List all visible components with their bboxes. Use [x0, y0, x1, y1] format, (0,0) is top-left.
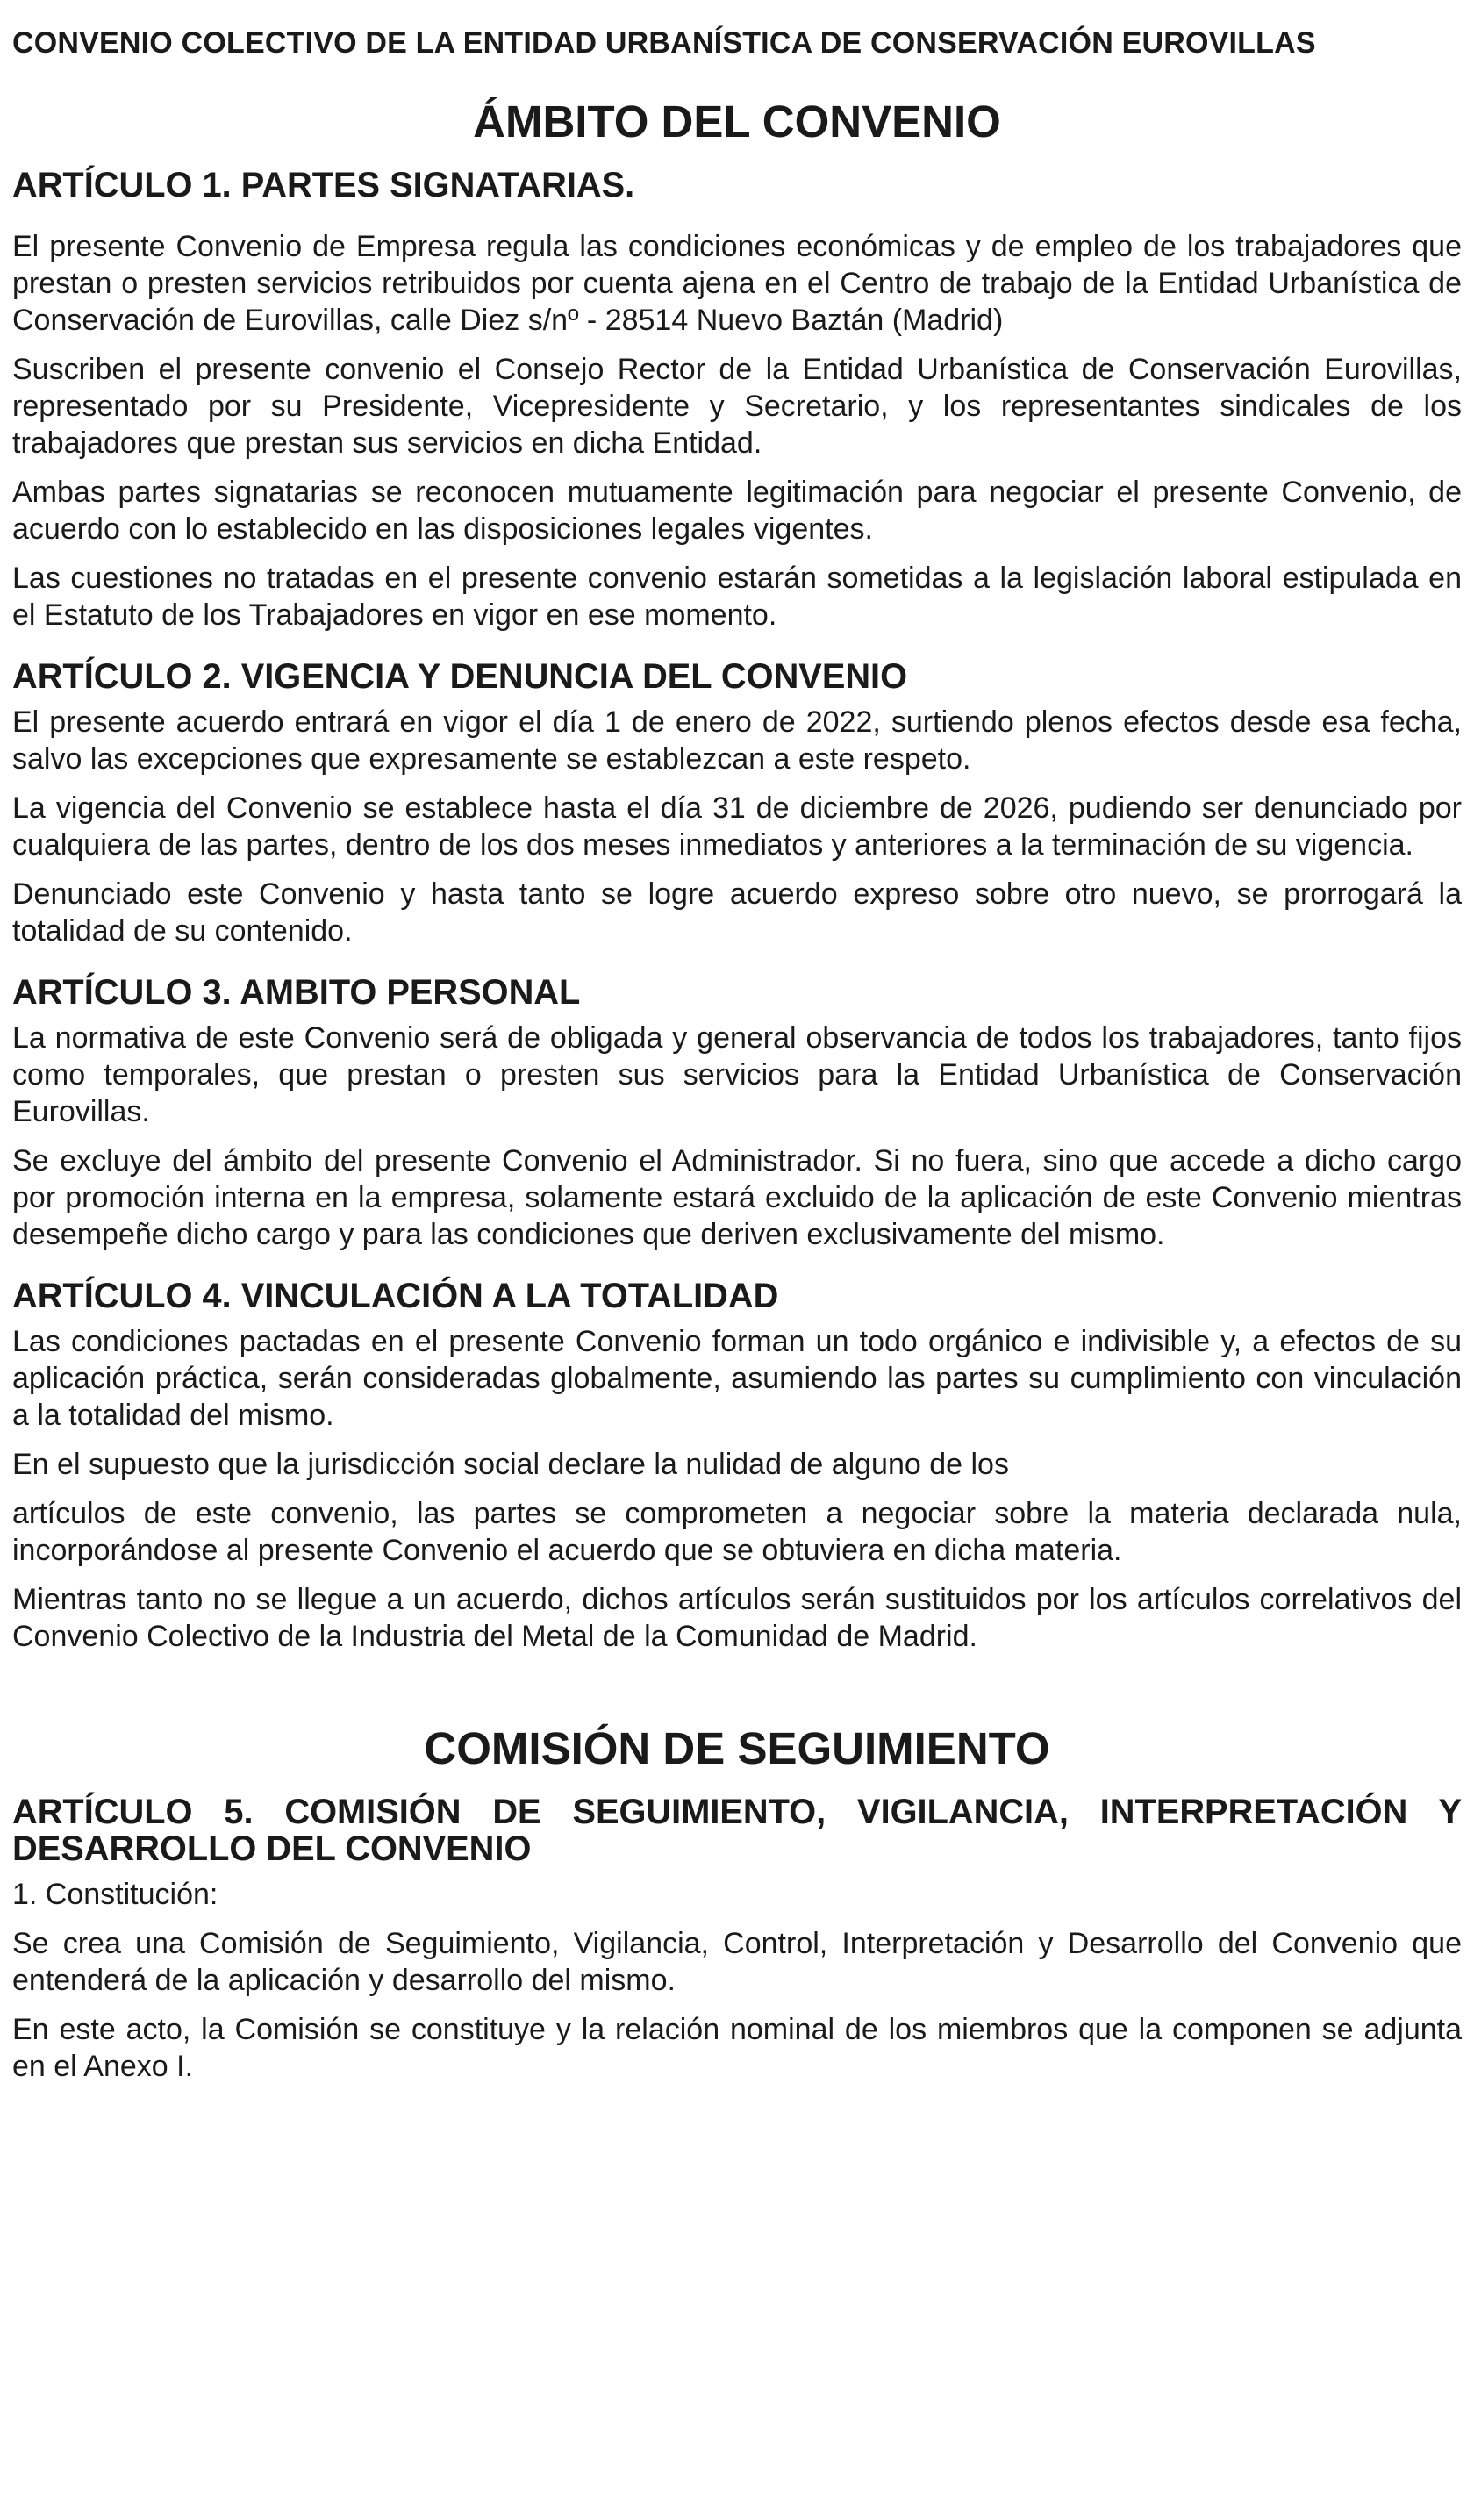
article-2-paragraph-2: La vigencia del Convenio se establece hasta el día 31 de diciembre de 2026, pudiendo ser denunciado por cualquiera de las partes, dentro de los dos meses inmediatos y anteriores a la terminación de su vigencia. — [12, 791, 1462, 862]
article-2-paragraph-1: El presente acuerdo entrará en vigor el día 1 de enero de 2022, surtiendo plenos efectos desde esa fecha, salvo las excepciones que expresamente se establezcan a este respeto. — [12, 705, 1462, 776]
article-1-paragraph-3: Ambas partes signatarias se reconocen mutuamente legitimación para negociar el presente Convenio, de acuerdo con lo establecido en las disposiciones legales vigentes. — [12, 476, 1462, 546]
article-5-paragraph-1: Se crea una Comisión de Seguimiento, Vigilancia, Control, Interpretación y Desarrollo del Convenio que entenderá de la aplicación y desarrollo del mismo. — [12, 1927, 1462, 1997]
article-3-title: ARTÍCULO 3. AMBITO PERSONAL — [12, 973, 581, 1012]
article-3-paragraph-2: Se excluye del ámbito del presente Convenio el Administrador. Si no fuera, sino que accede a dicho cargo por promoción interna en la empresa, solamente estará excluido de la aplicación de este Convenio mientras desempeñe dicho cargo y para las condiciones que deriven exclusivamente del mismo. — [12, 1144, 1462, 1251]
article-1-title: ARTÍCULO 1. PARTES SIGNATARIAS. — [12, 166, 635, 204]
article-3-paragraph-1: La normativa de este Convenio será de obligada y general observancia de todos los trabajadores, tanto fijos como temporales, que prestan o presten sus servicios para la Entidad Urbanística de Conservación Eurovillas. — [12, 1021, 1462, 1128]
article-5-paragraph-2: En este acto, la Comisión se constituye y la relación nominal de los miembros que la componen se adjunta en el Anexo I. — [12, 2013, 1462, 2083]
article-2-paragraph-3: Denunciado este Convenio y hasta tanto se logre acuerdo expreso sobre otro nuevo, se prorrogará la totalidad de su contenido. — [12, 877, 1462, 948]
article-4-paragraph-3: artículos de este convenio, las partes se comprometen a negociar sobre la materia declarada nula, incorporándose al presente Convenio el acuerdo que se obtuviera en dicha materia. — [12, 1497, 1462, 1567]
article-1-paragraph-1: El presente Convenio de Empresa regula las condiciones económicas y de empleo de los trabajadores que prestan o presten servicios retribuidos por cuenta ajena en el Centro de trabajo de la Entidad Urbanística de Conservación de Eurovillas, calle Diez s/nº - 28514 Nuevo Baztán (Madrid) — [12, 230, 1462, 337]
article-2-title: ARTÍCULO 2. VIGENCIA Y DENUNCIA DEL CONVENIO — [12, 657, 908, 696]
article-4-title: ARTÍCULO 4. VINCULACIÓN A LA TOTALIDAD — [12, 1277, 779, 1315]
section-title-ambito: ÁMBITO DEL CONVENIO — [473, 97, 1001, 147]
article-5-title: ARTÍCULO 5. COMISIÓN DE SEGUIMIENTO, VIGILANCIA, INTERPRETACIÓN Y DESARROLLO DEL CONVENIO — [12, 1793, 1462, 1868]
section-title-comision: COMISIÓN DE SEGUIMIENTO — [424, 1723, 1050, 1773]
article-4-paragraph-1: Las condiciones pactadas en el presente Convenio forman un todo orgánico e indivisible y, a efectos de su aplicación práctica, serán consideradas globalmente, asumiendo las partes su cumplimiento con vinculación a la totalidad del mismo. — [12, 1325, 1462, 1432]
document-title: CONVENIO COLECTIVO DE LA ENTIDAD URBANÍSTICA DE CONSERVACIÓN EUROVILLAS — [12, 26, 1316, 60]
article-4-paragraph-2: En el supuesto que la jurisdicción social declare la nulidad de alguno de los — [12, 1448, 1009, 1481]
article-4-paragraph-4: Mientras tanto no se llegue a un acuerdo, dichos artículos serán sustituidos por los artículos correlativos del Convenio Colectivo de la Industria del Metal de la Comunidad de Madrid. — [12, 1583, 1462, 1653]
article-1-paragraph-4: Las cuestiones no tratadas en el presente convenio estarán sometidas a la legislación laboral estipulada en el Estatuto de los Trabajadores en vigor en ese momento. — [12, 562, 1462, 632]
document-page — [12, 25, 1462, 2085]
article-5-item-1: 1. Constitución: — [12, 1878, 218, 1911]
article-1-paragraph-2: Suscriben el presente convenio el Consejo Rector de la Entidad Urbanística de Conservación Eurovillas, representado por su Presidente, Vicepresidente y Secretario, y los representantes sindicales de los trabajadores que prestan sus servicios en dicha Entidad. — [12, 353, 1462, 460]
